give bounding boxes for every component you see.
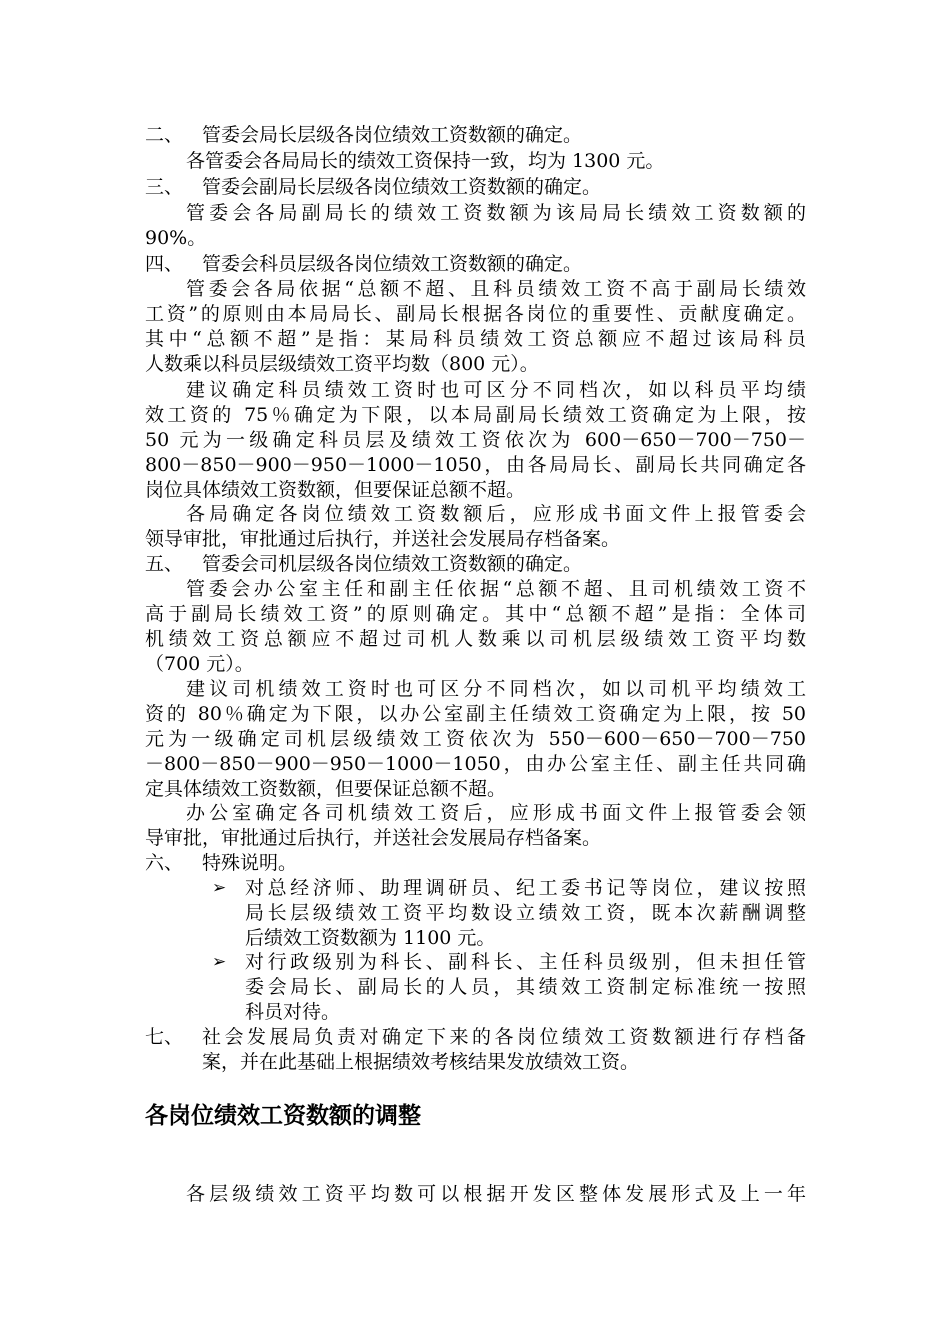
bullet-line: 对总经济师、助理调研员、纪工委书记等岗位，建议按照 — [245, 877, 806, 899]
arrow-bullet-icon: ➢ — [212, 878, 227, 898]
paragraph-line: 管委会各局副局长的绩效工资数额为该局局长绩效工资数额的 — [186, 202, 806, 224]
paragraph-line: 高于副局长绩效工资”的原则确定。其中“总额不超”是指：全体司 — [145, 603, 806, 625]
paragraph-line: 案，并在此基础上根据绩效考核结果发放绩效工资。 — [202, 1051, 640, 1073]
section-title: 管委会科员层级各岗位绩效工资数额的确定。 — [202, 253, 583, 275]
paragraph-line: （700 元）。 — [145, 653, 254, 675]
paragraph-line: 社会发展局负责对确定下来的各岗位绩效工资数额进行存档备 — [202, 1026, 806, 1048]
paragraph-line: 管委会办公室主任和副主任依据“总额不超、且司机绩效工资不 — [186, 578, 806, 600]
bullet-line: 科员对待。 — [245, 1001, 341, 1023]
paragraph-line: 管委会各局依据“总额不超、且科员绩效工资不高于副局长绩效 — [186, 278, 806, 300]
paragraph-line: 工资”的原则由本局局长、副局长根据各岗位的重要性、贡献度确定。 — [145, 303, 806, 325]
section-number: 三、 — [145, 176, 184, 198]
section-title: 管委会司机层级各岗位绩效工资数额的确定。 — [202, 553, 583, 575]
section-number: 六、 — [145, 852, 184, 874]
paragraph-line: 效工资的 75％确定为下限，以本局副局长绩效工资确定为上限，按 — [145, 404, 806, 426]
paragraph-line: 建议确定科员绩效工资时也可区分不同档次，如以科员平均绩 — [186, 379, 806, 401]
paragraph-line: 导审批，审批通过后执行，并送社会发展局存档备案。 — [145, 827, 602, 849]
paragraph-line: －800－850－900－950－1000－1050，由办公室主任、副主任共同确 — [145, 753, 806, 775]
paragraph-line: 领导审批，审批通过后执行，并送社会发展局存档备案。 — [145, 528, 621, 550]
section-title: 特殊说明。 — [202, 852, 298, 874]
bullet-line: 局长层级绩效工资平均数设立绩效工资，既本次薪酬调整 — [245, 902, 806, 924]
paragraph-line: 定具体绩效工资数额，但要保证总额不超。 — [145, 778, 507, 800]
bullet-line: 后绩效工资数额为 1100 元。 — [245, 927, 496, 949]
paragraph-line: 人数乘以科员层级绩效工资平均数（800 元）。 — [145, 353, 539, 375]
section-title: 管委会副局长层级各岗位绩效工资数额的确定。 — [202, 176, 602, 198]
section-number: 七、 — [145, 1026, 184, 1048]
paragraph-line: 其中“总额不超”是指：某局科员绩效工资总额应不超过该局科员 — [145, 328, 806, 350]
paragraph-line: 800－850－900－950－1000－1050，由各局局长、副局长共同确定各 — [145, 454, 806, 476]
section-number: 五、 — [145, 553, 184, 575]
arrow-bullet-icon: ➢ — [212, 952, 227, 972]
paragraph-line: 各局确定各岗位绩效工资数额后，应形成书面文件上报管委会 — [186, 503, 806, 525]
paragraph-line: 90%。 — [145, 227, 207, 249]
section-number: 二、 — [145, 124, 184, 146]
section-number: 四、 — [145, 253, 184, 275]
paragraph-line: 50 元为一级确定科员层及绩效工资依次为 600－650－700－750－ — [145, 429, 806, 451]
paragraph-line: 办公室确定各司机绩效工资后，应形成书面文件上报管委会领 — [186, 802, 806, 824]
bullet-line: 委会局长、副局长的人员，其绩效工资制定标准统一按照 — [245, 976, 806, 998]
section-heading: 各岗位绩效工资数额的调整 — [145, 1103, 421, 1129]
paragraph-line: 岗位具体绩效工资数额，但要保证总额不超。 — [145, 479, 526, 501]
section-title: 管委会局长层级各岗位绩效工资数额的确定。 — [202, 124, 583, 146]
paragraph-line: 各层级绩效工资平均数可以根据开发区整体发展形式及上一年 — [186, 1183, 806, 1205]
paragraph-line: 机绩效工资总额应不超过司机人数乘以司机层级绩效工资平均数 — [145, 628, 806, 650]
paragraph-line: 资的 80％确定为下限，以办公室副主任绩效工资确定为上限，按 50 — [145, 703, 806, 725]
paragraph-line: 各管委会各局局长的绩效工资保持一致，均为 1300 元。 — [186, 150, 665, 172]
bullet-line: 对行政级别为科长、副科长、主任科员级别，但未担任管 — [245, 951, 806, 973]
paragraph-line: 元为一级确定司机层级绩效工资依次为 550－600－650－700－750 — [145, 728, 806, 750]
paragraph-line: 建议司机绩效工资时也可区分不同档次，如以司机平均绩效工 — [186, 678, 806, 700]
